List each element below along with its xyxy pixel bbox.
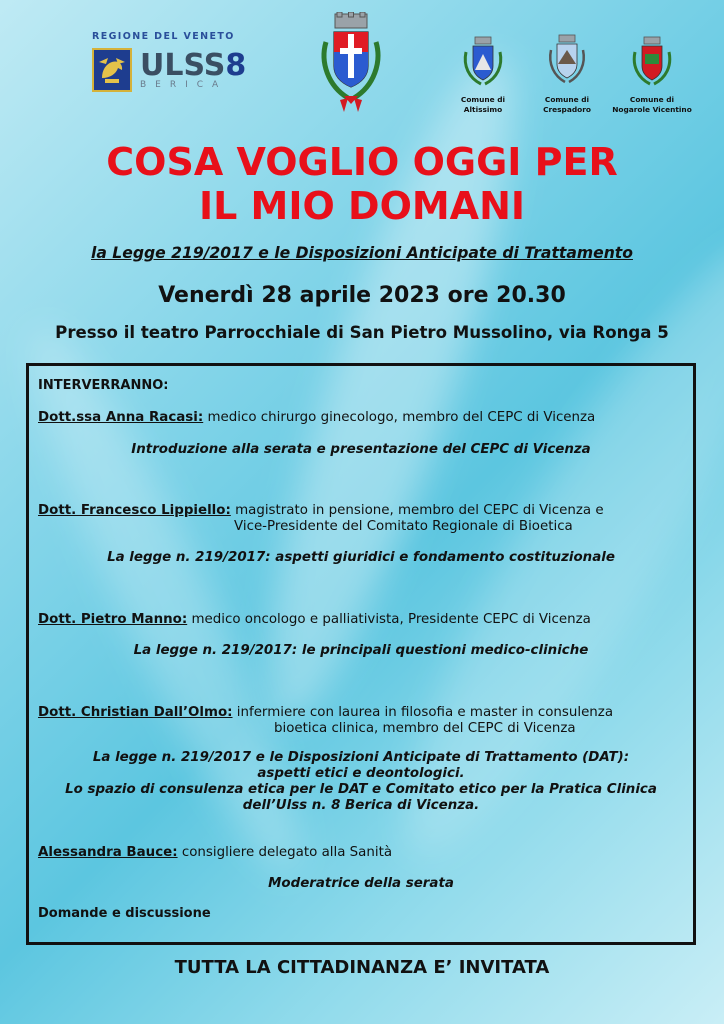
program-heading: INTERVERRANNO: <box>38 378 169 393</box>
ulss-sub: BERICA <box>140 79 228 90</box>
speaker-role: magistrato in pensione, membro del CEPC di Vicenza e <box>230 503 604 518</box>
program-closing: Domande e discussione <box>38 906 211 921</box>
footer-invite: TUTTA LA CITTADINANZA E’ INVITATA <box>174 957 550 978</box>
speaker-name: Dott.ssa Anna Racasi: <box>38 410 204 425</box>
speaker-name: Dott. Pietro Manno: <box>38 612 188 627</box>
speaker-line <box>38 705 613 720</box>
speaker-role-cont: Vice-Presidente del Comitato Regionale di Bioetica <box>234 519 573 534</box>
event-subtitle: la Legge 219/2017 e le Disposizioni Anticipate di Trattamento <box>91 244 633 262</box>
speaker-name: Dott. Francesco Lippiello: <box>38 503 231 518</box>
event-title-line2: IL MIO DOMANI <box>198 184 526 228</box>
talk-title: aspetti etici e deontologici. <box>257 766 465 781</box>
speaker-line <box>38 612 591 627</box>
speaker-role: infermiere con laurea in filosofia e master in consulenza <box>232 705 614 720</box>
regione-veneto-label: REGIONE DEL VENETO <box>92 31 235 42</box>
speaker-name: Alessandra Bauce: <box>38 845 178 860</box>
talk-title: Introduzione alla serata e presentazione del CEPC di Vicenza <box>131 442 591 457</box>
talk-title: dell’Ulss n. 8 Berica di Vicenza. <box>242 798 480 813</box>
speaker-role: medico chirurgo ginecologo, membro del CEPC di Vicenza <box>203 410 596 425</box>
talk-title: Lo spazio di consulenza etica per le DAT e Comitato etico per la Pratica Clinica <box>65 782 657 797</box>
speaker-role: consigliere delegato alla Sanità <box>177 845 393 860</box>
coat-of-arms-icon <box>318 12 384 116</box>
speaker-name: Dott. Christian Dall’Olmo: <box>38 705 233 720</box>
speaker-role: medico oncologo e palliativista, Presidente CEPC di Vicenza <box>187 612 591 627</box>
speaker-line <box>38 503 604 518</box>
speaker-line <box>38 410 595 425</box>
talk-title: La legge n. 219/2017: le principali questioni medico-cliniche <box>133 643 589 658</box>
lion-of-venice-icon <box>92 48 132 92</box>
talk-title: Moderatrice della serata <box>268 876 454 891</box>
talk-title: La legge n. 219/2017: aspetti giuridici e fondamento costituzionale <box>107 550 615 565</box>
comune-nogarole-label: Comune di Nogarole Vicentino <box>612 95 692 114</box>
event-date: Venerdì 28 aprile 2023 ore 20.30 <box>158 283 566 308</box>
comune-crespadoro-label: Comune di Crespadoro <box>543 95 591 114</box>
event-venue: Presso il teatro Parrocchiale di San Pietro Mussolino, via Ronga 5 <box>55 323 669 342</box>
speaker-line <box>38 845 392 860</box>
nogarole-crest-icon <box>630 36 674 88</box>
speaker-role-cont: bioetica clinica, membro del CEPC di Vicenza <box>274 721 576 736</box>
comune-altissimo-label: Comune di Altissimo <box>460 95 506 114</box>
crespadoro-crest-icon <box>545 34 589 86</box>
talk-title: La legge n. 219/2017 e le Disposizioni Anticipate di Trattamento (DAT): <box>92 750 630 765</box>
event-title-line1: COSA VOGLIO OGGI PER <box>106 140 618 184</box>
ulss-logo <box>92 48 246 92</box>
altissimo-crest-icon <box>461 36 505 88</box>
ulss-name: ULSS8 <box>140 47 247 83</box>
